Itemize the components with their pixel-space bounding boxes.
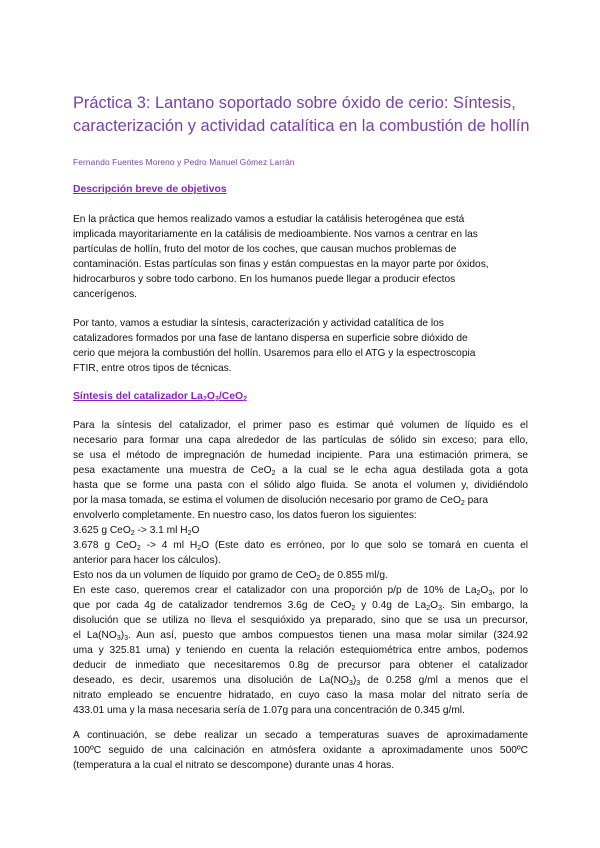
text-line: implicada mayoritariamente en la catálisis de medioambiente. Nos vamos a centrar en las (73, 229, 478, 240)
text-line: hidrocarburos y sobre todo carbono. En los humanos puede llegar a producir efectos (73, 274, 456, 285)
text-line: envolverlo completamente. En nuestro caso, los datos fueron los siguientes: (73, 510, 417, 521)
text-line: hasta que se forme una pasta con el sólido algo fluida. Se anota el volumen y, dividiéndolo (73, 480, 528, 491)
text-line: En este caso, queremos crear el catalizador con una proporción p/p de 10% de $La_2O_3$, por lo (73, 585, 528, 597)
text-line: disolución que se utiliza no lleva el sesquióxido ya preparado, sino que se usa un precursor, (73, 615, 528, 626)
text-line: el $La(NO_3)_3$. Aun así, puesto que ambos compuestos tienen una masa molar similar (324.92 (73, 630, 528, 642)
section-heading-objectives: Descripción breve de objetivos (73, 184, 227, 195)
text-line: A continuación, se debe realizar un secado a temperaturas suaves de aproximadamente (73, 730, 528, 741)
text-line: por la masa tomada, se estima el volumen de disolución necesario por gramo de CeO$_2$ para (73, 495, 489, 507)
text-line: cerio que mejora la combustión del hollín. Usaremos para ello el ATG y la espectroscopia (73, 348, 476, 359)
text-line: deseado, es decir, usaremos una disolución de $La(NO_3)_3$ de 0.258 g/ml a menos que el (73, 675, 528, 687)
text-line: En la práctica que hemos realizado vamos a estudiar la catálisis heterogénea que está (73, 214, 465, 225)
data-line-2: 3.678 g CeO$_2$ -> 4 ml $H_2O$ (Este dato es erróneo, por lo que solo se tomará en cuenta el (73, 540, 528, 552)
text-line: FTIR, entre otros tipos de técnicas. (73, 363, 232, 374)
text-line: cancerígenos. (73, 289, 137, 300)
objectives-paragraph-1 (73, 212, 528, 302)
authors-line: Fernando Fuentes Moreno y Pedro Manuel Gómez Larrán (73, 157, 295, 167)
text-line: uma y 325.81 uma) y teniendo en cuenta la relación estequiométrica entre ambos, podemos (73, 645, 528, 656)
text-line: Para la síntesis del catalizador, el primer paso es estimar qué volumen de líquido es el (73, 420, 528, 431)
text-line: se usa el método de impregnación de humedad incipiente. Para una estimación primera, se (73, 450, 528, 461)
objectives-paragraph-2 (73, 316, 528, 376)
text-line: nitrato empleado se encuentre hidratado, en cuyo caso la masa molar del nitrato sería de (73, 690, 528, 701)
section-heading-synthesis: Síntesis del catalizador $La_2O_3/CeO_2$ (73, 391, 248, 403)
text-line: 433.01 uma y la masa necesaria sería de 1.07g para una concentración de 0.345 g/ml. (73, 705, 465, 716)
synthesis-paragraph-3 (73, 728, 528, 773)
text-line: catalizadores formados por una fase de lantano dispersa en superficie sobre dióxido de (73, 333, 468, 344)
text-line: partículas de hollín, fruto del motor de los coches, que causan muchos problemas de (73, 244, 457, 255)
text-line: Por tanto, vamos a estudiar la síntesis, caracterización y actividad catalítica de los (73, 318, 444, 329)
text-line: contaminación. Estas partículas son finas y están compuestas en la mayor parte por óxidos, (73, 259, 489, 270)
text-line: necesario para formar una capa alrededor de las partículas de sólido sin exceso; para ello, (73, 435, 528, 446)
text-line: pesa exactamente una muestra de CeO$_2$ a la cual se le echa agua destilada gota a gota (73, 465, 528, 477)
data-line-3: Esto nos da un volumen de líquido por gramo de CeO$_2$ de 0.855 ml/g. (73, 570, 388, 582)
text-line: (temperatura a la cual el nitrato se descompone) durante unas 4 horas. (73, 760, 395, 771)
text-line: 100ºC seguido de una calcinación en atmósfera oxidante a aproximadamente unos 500ºC (73, 745, 528, 756)
synthesis-paragraph-1 (73, 418, 528, 718)
text-line: deducir de inmediato que necesitaremos 0.8g de precursor para obtener el catalizador (73, 660, 528, 671)
text-line: anterior para hacer los cálculos). (73, 555, 221, 566)
text-line: que por cada 4g de catalizador tendremos 3.6g de CeO$_2$ y 0.4g de $La_2O_3$. Sin embargo, la (73, 600, 528, 612)
data-line-1: 3.625 g CeO$_2$ -> 3.1 ml $H_2O$ (73, 525, 200, 537)
document-title: Práctica 3: Lantano soportado sobre óxido de cerio: Síntesis, caracterización y actividad catalítica en la combustión de hollín (73, 94, 530, 135)
